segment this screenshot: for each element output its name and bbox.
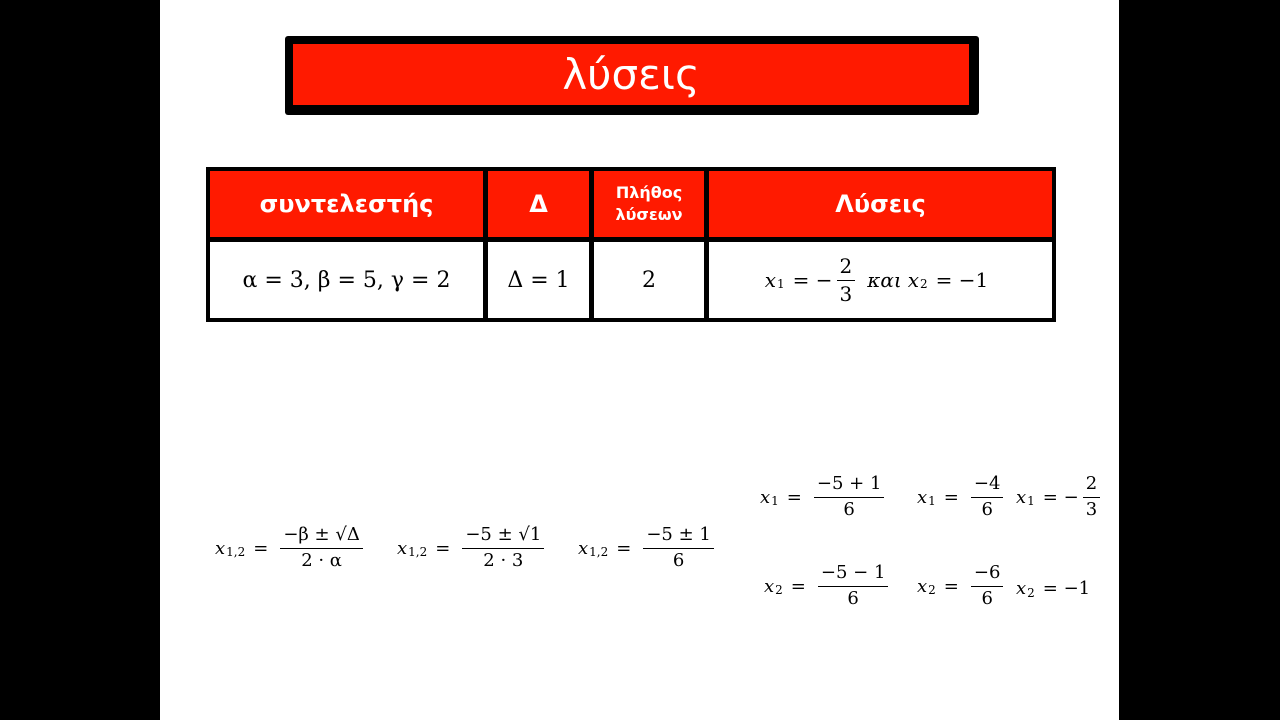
header-delta: Δ: [488, 171, 589, 237]
x2-value: = −1: [935, 268, 989, 292]
header-solution-count-line1: Πλήθος: [615, 182, 683, 202]
slide: [160, 0, 1119, 720]
x1-step-1-den: 6: [843, 498, 855, 520]
x2-step-1: [764, 563, 892, 609]
x1-step-1-sub: 1: [771, 494, 779, 509]
x1-step-1: [760, 474, 888, 520]
formula-simplified-eq: =: [616, 537, 632, 559]
x1-step-1-num: −5 + 1: [814, 474, 885, 498]
slide-title: λύσεις: [562, 49, 700, 99]
header-solution-count: [594, 171, 704, 237]
x1-fraction: [837, 255, 856, 306]
x1-result-var: x: [1016, 486, 1027, 508]
formula-substituted-num: −5 ± √1: [462, 525, 544, 549]
x1-result-den: 3: [1085, 498, 1098, 520]
header-solution-count-line2: λύσεων: [615, 205, 683, 224]
x1-step-2-var: x: [917, 486, 928, 508]
x1-step-2-den: 6: [981, 498, 993, 520]
cell-solutions: [709, 242, 1052, 318]
x1-step-2-sub: 1: [928, 494, 936, 509]
x1-result-eq: = −: [1042, 486, 1079, 508]
x2-step-1-num: −5 − 1: [818, 563, 889, 587]
x2-step-2-sub: 2: [928, 583, 936, 598]
formula-general-var: x: [215, 537, 226, 559]
x2-step-2: [917, 563, 1007, 609]
x1-step-2: [917, 474, 1007, 520]
x2-result-eq: = −1: [1042, 578, 1091, 599]
formula-simplified-sub: 1,2: [589, 545, 609, 560]
x2-step-2-var: x: [917, 575, 928, 597]
x1-equals: = −: [792, 268, 833, 292]
x1-result: [1016, 474, 1104, 520]
formula-simplified-num: −5 ± 1: [643, 525, 714, 549]
formula-general-sub: 1,2: [226, 545, 246, 560]
formula-substituted-den: 2 · 3: [483, 549, 524, 571]
formula-simplified-den: 6: [672, 549, 685, 571]
x2-step-1-eq: =: [790, 575, 806, 597]
x2-step-2-den: 6: [981, 587, 993, 609]
x1-result-sub: 1: [1027, 494, 1035, 509]
x1-label: x: [764, 268, 777, 292]
formula-general-eq: =: [253, 537, 269, 559]
formula-simplified: [578, 525, 718, 571]
formula-simplified-var: x: [578, 537, 589, 559]
x1-denominator: 3: [839, 281, 853, 306]
x2-step-1-var: x: [764, 575, 775, 597]
x1-step-2-eq: =: [943, 486, 959, 508]
x2-step-1-sub: 2: [775, 583, 783, 598]
title-banner: [285, 36, 979, 115]
formula-general: [215, 525, 367, 571]
x2-step-2-num: −6: [971, 563, 1004, 587]
header-coefficients: συντελεστής: [210, 171, 483, 237]
formula-substituted-sub: 1,2: [408, 545, 428, 560]
solutions-table: [206, 167, 1056, 322]
x1-step-1-var: x: [760, 486, 771, 508]
title-banner-fill: [293, 44, 969, 105]
cell-delta: Δ = 1: [488, 242, 589, 318]
x1-step-1-eq: =: [786, 486, 802, 508]
x2-label: x: [907, 268, 920, 292]
and-word: και: [867, 268, 902, 292]
formula-substituted: [397, 525, 548, 571]
cell-coefficients: α = 3, β = 5, γ = 2: [210, 242, 483, 318]
formula-general-num: −β ± √Δ: [280, 525, 362, 549]
x2-step-1-den: 6: [847, 587, 859, 609]
x2-subscript: 2: [920, 277, 928, 291]
x1-result-num: 2: [1083, 474, 1100, 498]
x1-numerator: 2: [837, 255, 856, 281]
formula-substituted-eq: =: [435, 537, 451, 559]
x2-result: [1016, 578, 1098, 599]
x2-step-2-eq: =: [943, 575, 959, 597]
x1-subscript: 1: [777, 277, 785, 291]
formula-substituted-var: x: [397, 537, 408, 559]
cell-solution-count: 2: [594, 242, 704, 318]
x1-step-2-num: −4: [971, 474, 1004, 498]
formula-general-den: 2 · α: [301, 549, 342, 571]
x2-result-var: x: [1016, 578, 1027, 599]
x2-result-sub: 2: [1027, 585, 1035, 600]
header-solutions: Λύσεις: [709, 171, 1052, 237]
